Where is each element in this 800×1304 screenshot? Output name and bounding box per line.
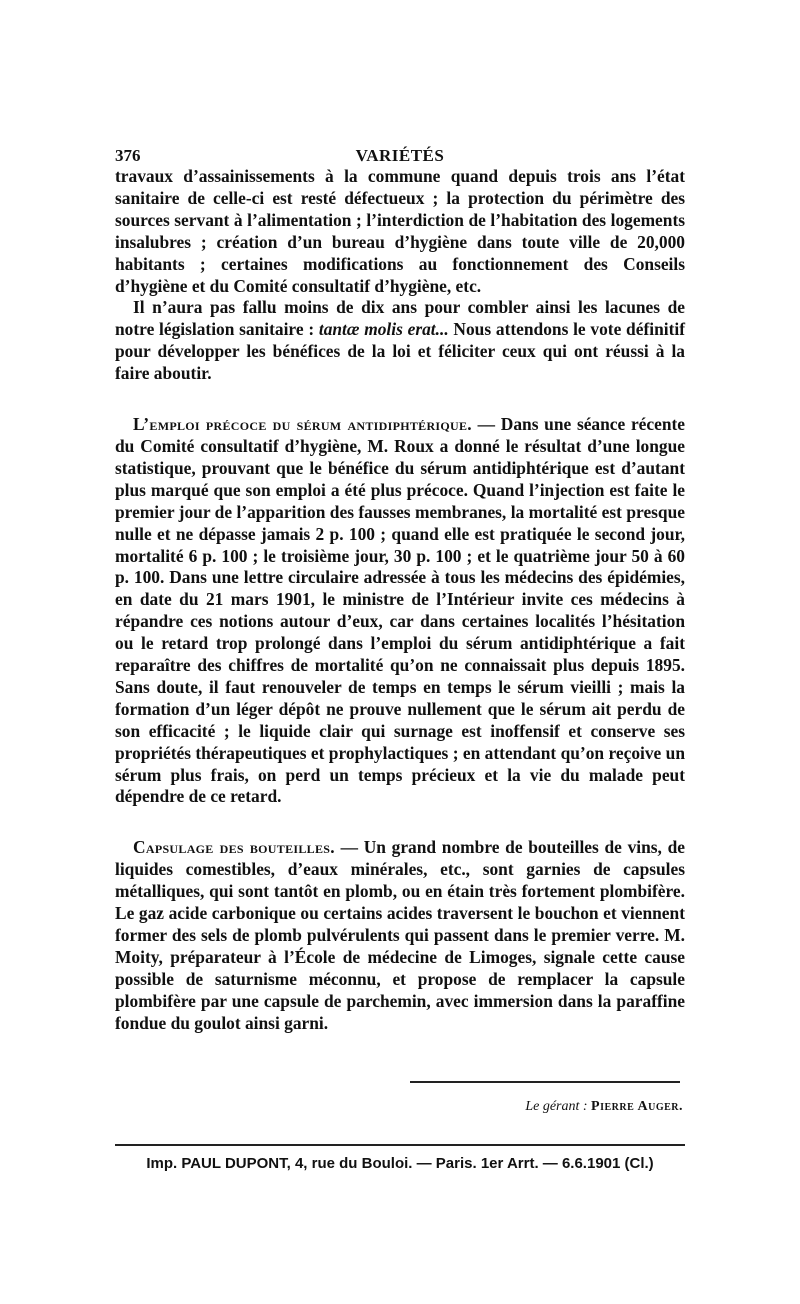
paragraph-legislation	[115, 297, 685, 385]
page-body	[115, 142, 685, 1035]
running-title: VARIÉTÉS	[355, 146, 445, 165]
section-capsulage-title: Capsulage des bouteilles.	[133, 837, 335, 858]
section-serum-text: — Dans une séance récente du Comité consultatif d’hygiène, M. Roux a donné le résultat d’une longue statistique, prouvant que le bénéfice du sérum antidiphtérique est d’autant plus marqué que son emploi a été plus précoce. Quand l’injection est faite le premier jour de l’apparition des fausses membranes, la mortalité est presque nulle et ne dépasse jamais 2 p. 100 ; quand elle est pratiquée le second jour, mortalité 6 p. 100 ; le troisième jour, 30 p. 100 ; et le quatrième jour 50 à 60 p. 100. Dans une lettre circulaire adressée à tous les médecins des épidémies, en date du 21 mars 1901, le ministre de l’Intérieur invite ces médecins à répandre ces notions autour d’eux, car dans certaines localités l’hésitation ou le retard trop prolongé dans l’emploi du sérum antidiphtérique a fait reparaître des chiffres de mortalité qu’on ne connaissait plus depuis 1895. Sans doute, il faut renouveler de temps en temps le sérum vieilli ; mais la formation d’un léger dépôt ne prouve nullement que le sérum ait perdu de son efficacité ; le liquide clair qui surnage est inoffensif et conserve ses propriétés thérapeutiques et prophylactiques ; en attendant qu’on reçoive un sérum plus frais, on perd un temps précieux et la vie du malade peut dépendre de ce retard.	[115, 414, 686, 807]
imprint-divider	[115, 1144, 685, 1146]
section-capsulage-text: — Un grand nombre de bouteilles de vins, de liquides comestibles, d’eaux minérales, etc., sont garnies de capsules métalliques, qui sont tantôt en plomb, ou en étain très fortement plombifère. Le gaz acide carbonique ou certains acides traversent le bouchon et viennent former des sels de plomb pulvérulents qui passent dans le premier verre. M. Moity, préparateur à l’École de médecine de Limoges, signale cette cause possible de saturnisme méconnu, et propose de remplacer la capsule plombifère par une capsule de parchemin, avec immersion dans la paraffine fondue du goulot ainsi garni.	[115, 837, 685, 1033]
gerant-line	[525, 1099, 683, 1115]
section-serum	[115, 414, 685, 808]
paragraph-legislation-text-1: Il n’aura pas fallu moins de dix ans pour combler ainsi les lacunes de notre législation sanitaire :	[115, 297, 685, 340]
page-number: 376	[115, 146, 141, 165]
section-serum-title: L’emploi précoce du sérum antidiphtérique.	[133, 414, 472, 435]
gerant-divider	[410, 1081, 680, 1083]
gerant-label: Le gérant :	[525, 1099, 588, 1114]
gerant-name: Pierre Auger.	[591, 1099, 683, 1114]
running-head	[115, 142, 685, 166]
paragraph-sanitation-works: travaux d’assainissements à la commune quand depuis trois ans l’état sanitaire de celle-ci est resté défectueux ; la protection du périmètre des sources servant à l’alimentation ; l’interdiction de l’habitation des logements insalubres ; création d’un bureau d’hygiène dans toute ville de 20,000 habitants ; certaines modifications au fonctionnement des Conseils d’hygiène et du Comité consultatif d’hygiène, etc.	[115, 166, 685, 296]
section-capsulage	[115, 837, 685, 1034]
imprint-line: Imp. PAUL DUPONT, 4, rue du Bouloi. — Paris. 1er Arrt. — 6.6.1901 (Cl.)	[146, 1155, 654, 1172]
latin-quote: tantæ molis erat...	[318, 319, 449, 340]
paragraph-legislation-text-2: Nous attendons le vote définitif pour développer les bénéfices de la loi et féliciter ceux qui ont réussi à la faire aboutir.	[115, 319, 685, 384]
